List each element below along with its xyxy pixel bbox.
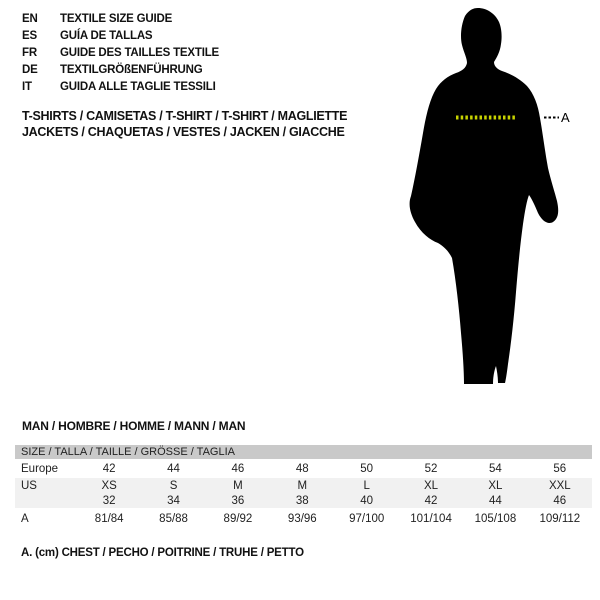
table-cell: 93/96 xyxy=(287,513,317,525)
category-line-jackets: JACKETS / CHAQUETAS / VESTES / JACKEN / GIACCHE xyxy=(22,125,345,139)
table-cell: 40 xyxy=(360,494,374,507)
table-row-europe xyxy=(15,459,592,478)
table-cell: M xyxy=(233,479,243,492)
table-cell: XXL xyxy=(548,479,571,492)
table-cell: 85/88 xyxy=(159,513,188,525)
table-cell: 38 xyxy=(295,494,309,507)
table-cell: 48 xyxy=(295,462,309,475)
language-label: GUIDA ALLE TAGLIE TESSILI xyxy=(60,81,216,93)
table-cell: 50 xyxy=(360,462,374,475)
table-cell: 44 xyxy=(489,494,502,507)
language-code: DE xyxy=(22,64,38,76)
table-cell: 56 xyxy=(553,462,567,475)
table-cell: M xyxy=(297,479,308,492)
measurement-label-a: A xyxy=(561,110,570,125)
table-cell: XS xyxy=(101,479,117,492)
language-code: EN xyxy=(22,13,38,25)
category-line-tshirts: T-SHIRTS / CAMISETAS / T-SHIRT / T-SHIRT / MAGLIETTE xyxy=(22,109,348,123)
language-code: IT xyxy=(22,81,32,93)
table-cell: 54 xyxy=(489,462,502,475)
row-label: Europe xyxy=(21,462,59,475)
language-label: TEXTILE SIZE GUIDE xyxy=(60,13,173,25)
table-row-numeric xyxy=(15,493,592,508)
table-cell: 52 xyxy=(424,462,438,475)
language-label: TEXTILGRÖßENFÜHRUNG xyxy=(60,64,203,76)
language-label: GUIDE DES TAILLES TEXTILE xyxy=(60,47,219,59)
table-cell: L xyxy=(363,479,370,492)
table-row-us xyxy=(15,478,592,493)
size-table xyxy=(15,445,592,530)
table-cell: 44 xyxy=(167,462,180,475)
man-silhouette-shape xyxy=(410,8,559,384)
table-cell: 46 xyxy=(553,494,567,507)
table-cell: 81/84 xyxy=(94,513,124,525)
table-cell: 34 xyxy=(167,494,180,507)
table-cell: 109/112 xyxy=(539,513,581,525)
table-cell: 101/104 xyxy=(410,513,452,525)
table-cell: 42 xyxy=(102,462,116,475)
language-code: ES xyxy=(22,30,37,42)
table-cell: 105/108 xyxy=(474,513,517,525)
table-cell: XL xyxy=(488,479,503,492)
table-cell: 97/100 xyxy=(349,513,385,525)
language-label: GUÍA DE TALLAS xyxy=(60,30,153,42)
section-title-man: MAN / HOMBRE / HOMME / MANN / MAN xyxy=(22,419,246,433)
row-label: A xyxy=(21,513,29,525)
table-cell: 36 xyxy=(231,494,245,507)
table-row-a-chest xyxy=(15,508,592,530)
table-cell: 42 xyxy=(424,494,438,507)
table-cell: 89/92 xyxy=(223,513,253,525)
row-label: US xyxy=(21,479,37,492)
table-cell: 46 xyxy=(231,462,245,475)
table-cell: XL xyxy=(424,479,439,492)
table-cell: S xyxy=(169,479,178,492)
size-table-header: SIZE / TALLA / TAILLE / GRÖSSE / TAGLIA xyxy=(15,445,592,459)
footnote-chest-legend: A. (cm) CHEST / PECHO / POITRINE / TRUHE / PETTO xyxy=(21,547,304,559)
language-code: FR xyxy=(22,47,37,59)
table-cell: 32 xyxy=(102,494,116,507)
